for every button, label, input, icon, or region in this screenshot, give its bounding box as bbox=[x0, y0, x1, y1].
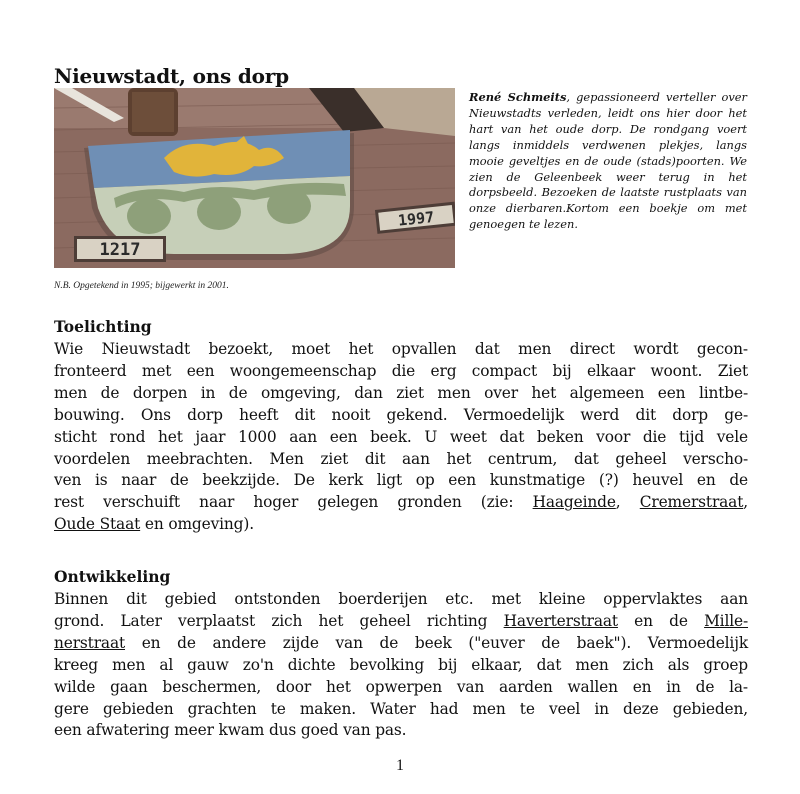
intro-text: , gepassioneerd verteller over Nieuwstadts verleden, leidt ons hier door het hart van het oude dorp. De rondgang voert langs inmiddels verdwenen plekjes, langs mooie geveltjes en de oude (stads)poorten. We zien de Geleenbeek weer terug in het dorpsbeeld. Bezoeken de laatste rustplaats van onze dierbaren.Kortom een boekje om met genoegen te lezen. bbox=[469, 90, 747, 232]
body-line-text: en de andere zijde van de beek ("euver de baek"). Vermoedelijk bbox=[125, 633, 748, 652]
body-line: bouwing. Ons dorp heeft dit nooit gekend. Vermoedelijk werd dit dorp ge- bbox=[54, 405, 748, 424]
body-line: voordelen meebrachten. Men ziet dit aan het centrum, dat geheel verscho- bbox=[54, 449, 748, 468]
body-line: rest verschuift naar hoger gelegen gronden (zie: Haageinde, Cremerstraat, bbox=[54, 493, 748, 512]
body-line: Wie Nieuwstadt bezoekt, moet het opvallen dat men direct wordt gecon- bbox=[54, 340, 748, 358]
village-coat-of-arms-photo bbox=[54, 88, 455, 268]
link-cremerstraat[interactable]: Cremerstraat bbox=[639, 493, 744, 512]
photo-caption: N.B. Opgetekend in 1995; bijgewerkt in 2001. bbox=[54, 281, 229, 291]
page-number: 1 bbox=[396, 757, 404, 774]
section-heading-toelichting: Toelichting bbox=[54, 317, 152, 336]
body-line: kreeg men al gauw zo'n dichte bevolking bij elkaar, dat men zich als groep bbox=[54, 655, 748, 674]
link-oude-staat[interactable]: Oude Staat bbox=[54, 515, 141, 534]
body-line: Binnen dit gebied ontstonden boerderijen etc. met kleine oppervlaktes aan bbox=[54, 590, 748, 608]
body-line bbox=[54, 633, 748, 655]
body-line-text: en de bbox=[617, 611, 705, 630]
body-line: wilde gaan beschermen, door het opwerpen van aarden wallen en in de la- bbox=[54, 677, 748, 696]
link-millenerstraat[interactable]: Mille- bbox=[704, 611, 749, 630]
body-line: een afwatering meer kwam dus goed van pas. bbox=[54, 721, 407, 740]
body-line-text: en omgeving). bbox=[140, 515, 254, 534]
body-line-text: grond. Later verplaatst zich het geheel richting bbox=[54, 611, 504, 630]
body-line: men de dorpen in de omgeving, dan ziet men over het algemeen een lintbe- bbox=[54, 383, 748, 402]
section-body-ontwikkeling bbox=[54, 589, 748, 742]
body-line: sticht rond het jaar 1000 aan een beek. U weet dat beken voor die tijd vele bbox=[54, 427, 748, 446]
link-millenerstraat-cont[interactable]: nerstraat bbox=[54, 633, 126, 652]
link-haageinde[interactable]: Haageinde bbox=[532, 493, 616, 512]
body-line: ven is naar de beekzijde. De kerk ligt op een kunstmatige (?) heuvel en de bbox=[54, 471, 748, 490]
body-line: gere gebieden grachten te maken. Water had men te veel in deze gebieden, bbox=[54, 699, 748, 718]
author-name: René Schmeits bbox=[469, 90, 567, 104]
body-line-text: rest verschuift naar hoger gelegen gronden (zie: bbox=[54, 493, 533, 512]
body-line bbox=[54, 514, 748, 536]
intro-paragraph bbox=[469, 90, 747, 233]
page-title: Nieuwstadt, ons dorp bbox=[54, 64, 289, 88]
body-line: fronteerd met een woongemeenschap die erg compact bij elkaar woont. Ziet bbox=[54, 361, 748, 380]
svg-text:1997: 1997 bbox=[397, 207, 435, 230]
section-heading-ontwikkeling: Ontwikkeling bbox=[54, 567, 171, 586]
coat-of-arms-mosaic-image bbox=[54, 88, 455, 268]
svg-text:1217: 1217 bbox=[99, 240, 141, 260]
link-haverterstraat[interactable]: Haverterstraat bbox=[503, 611, 618, 630]
plaque-left bbox=[74, 236, 166, 262]
body-line bbox=[54, 611, 748, 633]
section-body-toelichting bbox=[54, 339, 748, 536]
